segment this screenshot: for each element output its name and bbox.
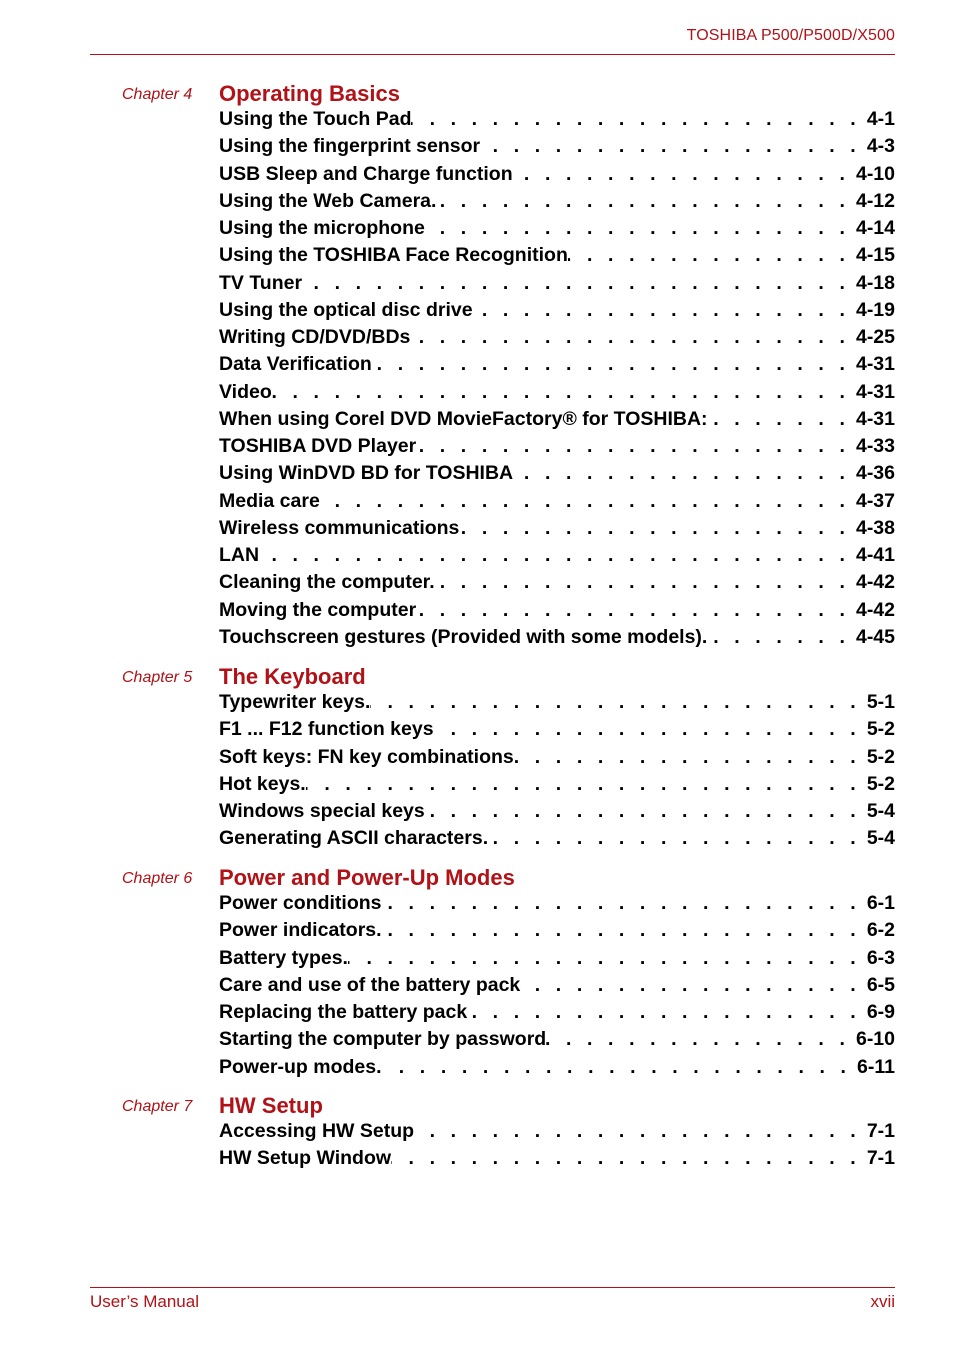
toc-entry[interactable] xyxy=(219,517,895,544)
header-rule xyxy=(90,54,895,55)
dot-leader xyxy=(425,800,861,823)
toc-entry-title: Using the microphone xyxy=(219,217,425,239)
toc-entry[interactable] xyxy=(219,827,895,854)
toc-entry[interactable] xyxy=(219,974,895,1001)
toc-entry-page: 4-15 xyxy=(855,244,895,267)
toc-entry-page: 5-2 xyxy=(866,718,895,741)
chapter-entries xyxy=(219,892,895,1083)
toc-entry[interactable] xyxy=(219,435,895,462)
dot-leader xyxy=(546,1028,850,1051)
toc-entry-page: 4-14 xyxy=(855,217,895,239)
toc-entry-page: 7-1 xyxy=(866,1147,895,1170)
toc-entry-title: USB Sleep and Charge function xyxy=(219,162,513,185)
toc-entry-title: Replacing the battery pack xyxy=(219,1001,468,1023)
toc-entry-title: Power-up modes. xyxy=(219,1055,382,1078)
dot-leader xyxy=(414,1120,861,1143)
toc-entry[interactable] xyxy=(219,299,895,326)
dot-leader xyxy=(410,326,850,349)
toc-entry[interactable] xyxy=(219,462,895,489)
dot-leader xyxy=(425,217,850,240)
toc-entry[interactable] xyxy=(219,1028,895,1055)
toc-entry[interactable] xyxy=(219,217,895,244)
toc-entry[interactable] xyxy=(219,326,895,353)
dot-leader xyxy=(568,244,850,267)
toc-entry-title: Starting the computer by password xyxy=(219,1028,547,1051)
dot-leader xyxy=(411,108,860,131)
toc-entry[interactable] xyxy=(219,544,895,571)
chapter-entries xyxy=(219,691,895,855)
toc-entry-page: 4-31 xyxy=(855,407,895,430)
chapter-label: Chapter 6 xyxy=(122,870,193,887)
dot-leader xyxy=(513,462,850,485)
dot-leader xyxy=(382,892,861,915)
chapter-entries xyxy=(219,1120,895,1175)
dot-leader xyxy=(520,974,861,997)
toc-entry[interactable] xyxy=(219,135,895,162)
running-footer-manual-title: User’s Manual xyxy=(90,1292,199,1311)
toc-entry-page: 5-1 xyxy=(866,691,895,713)
toc-entry-title: TOSHIBA DVD Player xyxy=(219,435,417,457)
footer-rule xyxy=(90,1287,895,1288)
dot-leader xyxy=(473,299,850,322)
toc-entry[interactable] xyxy=(219,244,895,271)
toc-entry-page: 4-31 xyxy=(855,380,895,403)
toc-entry[interactable] xyxy=(219,626,895,653)
toc-entry[interactable] xyxy=(219,571,895,598)
toc-entry[interactable] xyxy=(219,800,895,827)
toc-entry-title: TV Tuner xyxy=(219,271,303,294)
toc-entry-title: F1 ... F12 function keys xyxy=(219,718,434,741)
chapter-entries xyxy=(219,108,895,653)
toc-entry[interactable] xyxy=(219,1147,895,1174)
dot-leader xyxy=(488,827,861,850)
dot-leader xyxy=(436,190,850,213)
toc-entry-title: Accessing HW Setup xyxy=(219,1120,415,1142)
toc-entry-page: 5-2 xyxy=(866,772,895,795)
toc-entry-page: 4-42 xyxy=(855,571,895,594)
toc-entry-page: 5-4 xyxy=(866,800,895,822)
toc-entry-title: Using the Touch Pad xyxy=(219,108,412,130)
toc-entry-page: 4-12 xyxy=(855,189,895,212)
dot-leader xyxy=(272,381,850,404)
toc-entry-title: Hot keys. xyxy=(219,772,306,795)
dot-leader xyxy=(382,1056,852,1079)
dot-leader xyxy=(372,353,850,376)
toc-entry[interactable] xyxy=(219,272,895,299)
running-header-title: TOSHIBA P500/P500D/X500 xyxy=(686,27,895,44)
toc-entry-page: 6-11 xyxy=(857,1055,895,1078)
toc-entry-page: 6-1 xyxy=(866,892,895,914)
toc-entry[interactable] xyxy=(219,1001,895,1028)
dot-leader xyxy=(707,626,850,649)
dot-leader xyxy=(302,272,850,295)
toc-entry-page: 5-2 xyxy=(866,745,895,768)
toc-entry-title: When using Corel DVD MovieFactory® for TOSHIBA: xyxy=(219,407,708,430)
dot-leader xyxy=(513,163,850,186)
toc-entry-title: Using the Web Camera. xyxy=(219,189,437,212)
dot-leader xyxy=(320,490,850,513)
toc-entry-page: 4-36 xyxy=(855,462,895,485)
toc-entry-page: 4-38 xyxy=(855,516,895,539)
toc-entry[interactable] xyxy=(219,691,895,718)
toc-entry[interactable] xyxy=(219,746,895,773)
toc-entry-page: 4-37 xyxy=(855,489,895,512)
toc-entry-title: Typewriter keys. xyxy=(219,691,371,713)
toc-entry-page: 4-25 xyxy=(855,326,895,348)
dot-leader xyxy=(434,718,861,741)
toc-entry-title: Moving the computer xyxy=(219,598,417,621)
dot-leader xyxy=(416,435,850,458)
dot-leader xyxy=(382,919,861,942)
dot-leader xyxy=(416,599,850,622)
toc-entry-page: 4-1 xyxy=(866,108,895,130)
dot-leader xyxy=(459,517,850,540)
dot-leader xyxy=(708,408,850,431)
toc-entry-title: Care and use of the battery pack xyxy=(219,973,521,996)
toc-entry-page: 4-45 xyxy=(855,625,895,648)
toc-entry-page: 6-3 xyxy=(866,946,895,969)
toc-entry-page: 4-31 xyxy=(855,353,895,376)
toc-entry-page: 4-42 xyxy=(855,598,895,621)
toc-entry[interactable] xyxy=(219,381,895,408)
toc-entry-page: 4-19 xyxy=(855,298,895,321)
dot-leader xyxy=(306,773,861,796)
toc-entry-page: 4-10 xyxy=(855,162,895,185)
page-number: xvii xyxy=(870,1292,895,1311)
toc-entry-page: 4-3 xyxy=(866,135,895,158)
toc-entry-title: Writing CD/DVD/BDs xyxy=(219,326,411,348)
toc-entry[interactable] xyxy=(219,947,895,974)
dot-leader xyxy=(435,571,850,594)
toc-entry-page: 6-5 xyxy=(866,973,895,996)
toc-entry[interactable] xyxy=(219,490,895,517)
toc-entry-page: 6-2 xyxy=(866,919,895,942)
toc-entry-title: Power conditions xyxy=(219,892,382,914)
toc-entry-title: Cleaning the computer. xyxy=(219,571,435,594)
chapter-title[interactable]: HW Setup xyxy=(219,1093,323,1118)
chapter-label: Chapter 7 xyxy=(122,1098,193,1115)
toc-entry-title: Using the optical disc drive xyxy=(219,298,473,321)
toc-entry[interactable] xyxy=(219,108,895,135)
toc-entry-title: Power indicators. xyxy=(219,919,382,942)
toc-entry-page: 4-33 xyxy=(855,435,895,457)
toc-entry-title: Video xyxy=(219,380,272,403)
toc-entry[interactable] xyxy=(219,190,895,217)
dot-leader xyxy=(467,1001,861,1024)
toc-entry-title: Battery types. xyxy=(219,946,348,969)
toc-entry-title: Windows special keys xyxy=(219,800,425,822)
toc-entry[interactable] xyxy=(219,599,895,626)
toc-entry-title: Using the fingerprint sensor xyxy=(219,135,481,158)
toc-entry[interactable] xyxy=(219,353,895,380)
toc-entry-title: LAN xyxy=(219,544,260,566)
toc-entry-title: Generating ASCII characters. xyxy=(219,827,489,850)
dot-leader xyxy=(391,1147,861,1170)
dot-leader xyxy=(370,691,860,714)
chapter-title[interactable]: Power and Power-Up Modes xyxy=(219,865,515,890)
toc-entry-page: 6-9 xyxy=(866,1001,895,1023)
toc-entry-title: Using the TOSHIBA Face Recognition xyxy=(219,244,568,267)
dot-leader xyxy=(480,135,861,158)
toc-entry[interactable] xyxy=(219,919,895,946)
chapter-label: Chapter 4 xyxy=(122,86,193,103)
toc-entry[interactable] xyxy=(219,892,895,919)
toc-entry[interactable] xyxy=(219,408,895,435)
toc-entry-title: Wireless communications xyxy=(219,516,460,539)
chapter-label: Chapter 5 xyxy=(122,669,193,686)
toc-entry-title: Data Verification xyxy=(219,353,372,376)
toc-entry[interactable] xyxy=(219,1056,895,1083)
toc-entry-title: Using WinDVD BD for TOSHIBA xyxy=(219,462,514,485)
toc-entry-page: 7-1 xyxy=(866,1120,895,1142)
toc-entry-title: Soft keys: FN key combinations xyxy=(219,745,514,768)
toc-entry[interactable] xyxy=(219,1120,895,1147)
toc-entry-page: 4-41 xyxy=(855,544,895,566)
toc-entry-title: Touchscreen gestures (Provided with some models). xyxy=(219,625,708,648)
dot-leader xyxy=(259,544,850,567)
chapter-title[interactable]: The Keyboard xyxy=(219,664,366,689)
toc-entry[interactable] xyxy=(219,773,895,800)
chapter-title[interactable]: Operating Basics xyxy=(219,81,400,106)
toc-entry-page: 6-10 xyxy=(855,1028,895,1051)
toc-entry-page: 5-4 xyxy=(866,827,895,850)
toc-entry-title: Media care xyxy=(219,489,320,512)
toc-entry[interactable] xyxy=(219,718,895,745)
toc-entry-page: 4-18 xyxy=(855,271,895,294)
dot-leader xyxy=(514,746,861,769)
dot-leader xyxy=(348,947,861,970)
toc-entry-title: HW Setup Window xyxy=(219,1147,392,1170)
toc-entry[interactable] xyxy=(219,163,895,190)
